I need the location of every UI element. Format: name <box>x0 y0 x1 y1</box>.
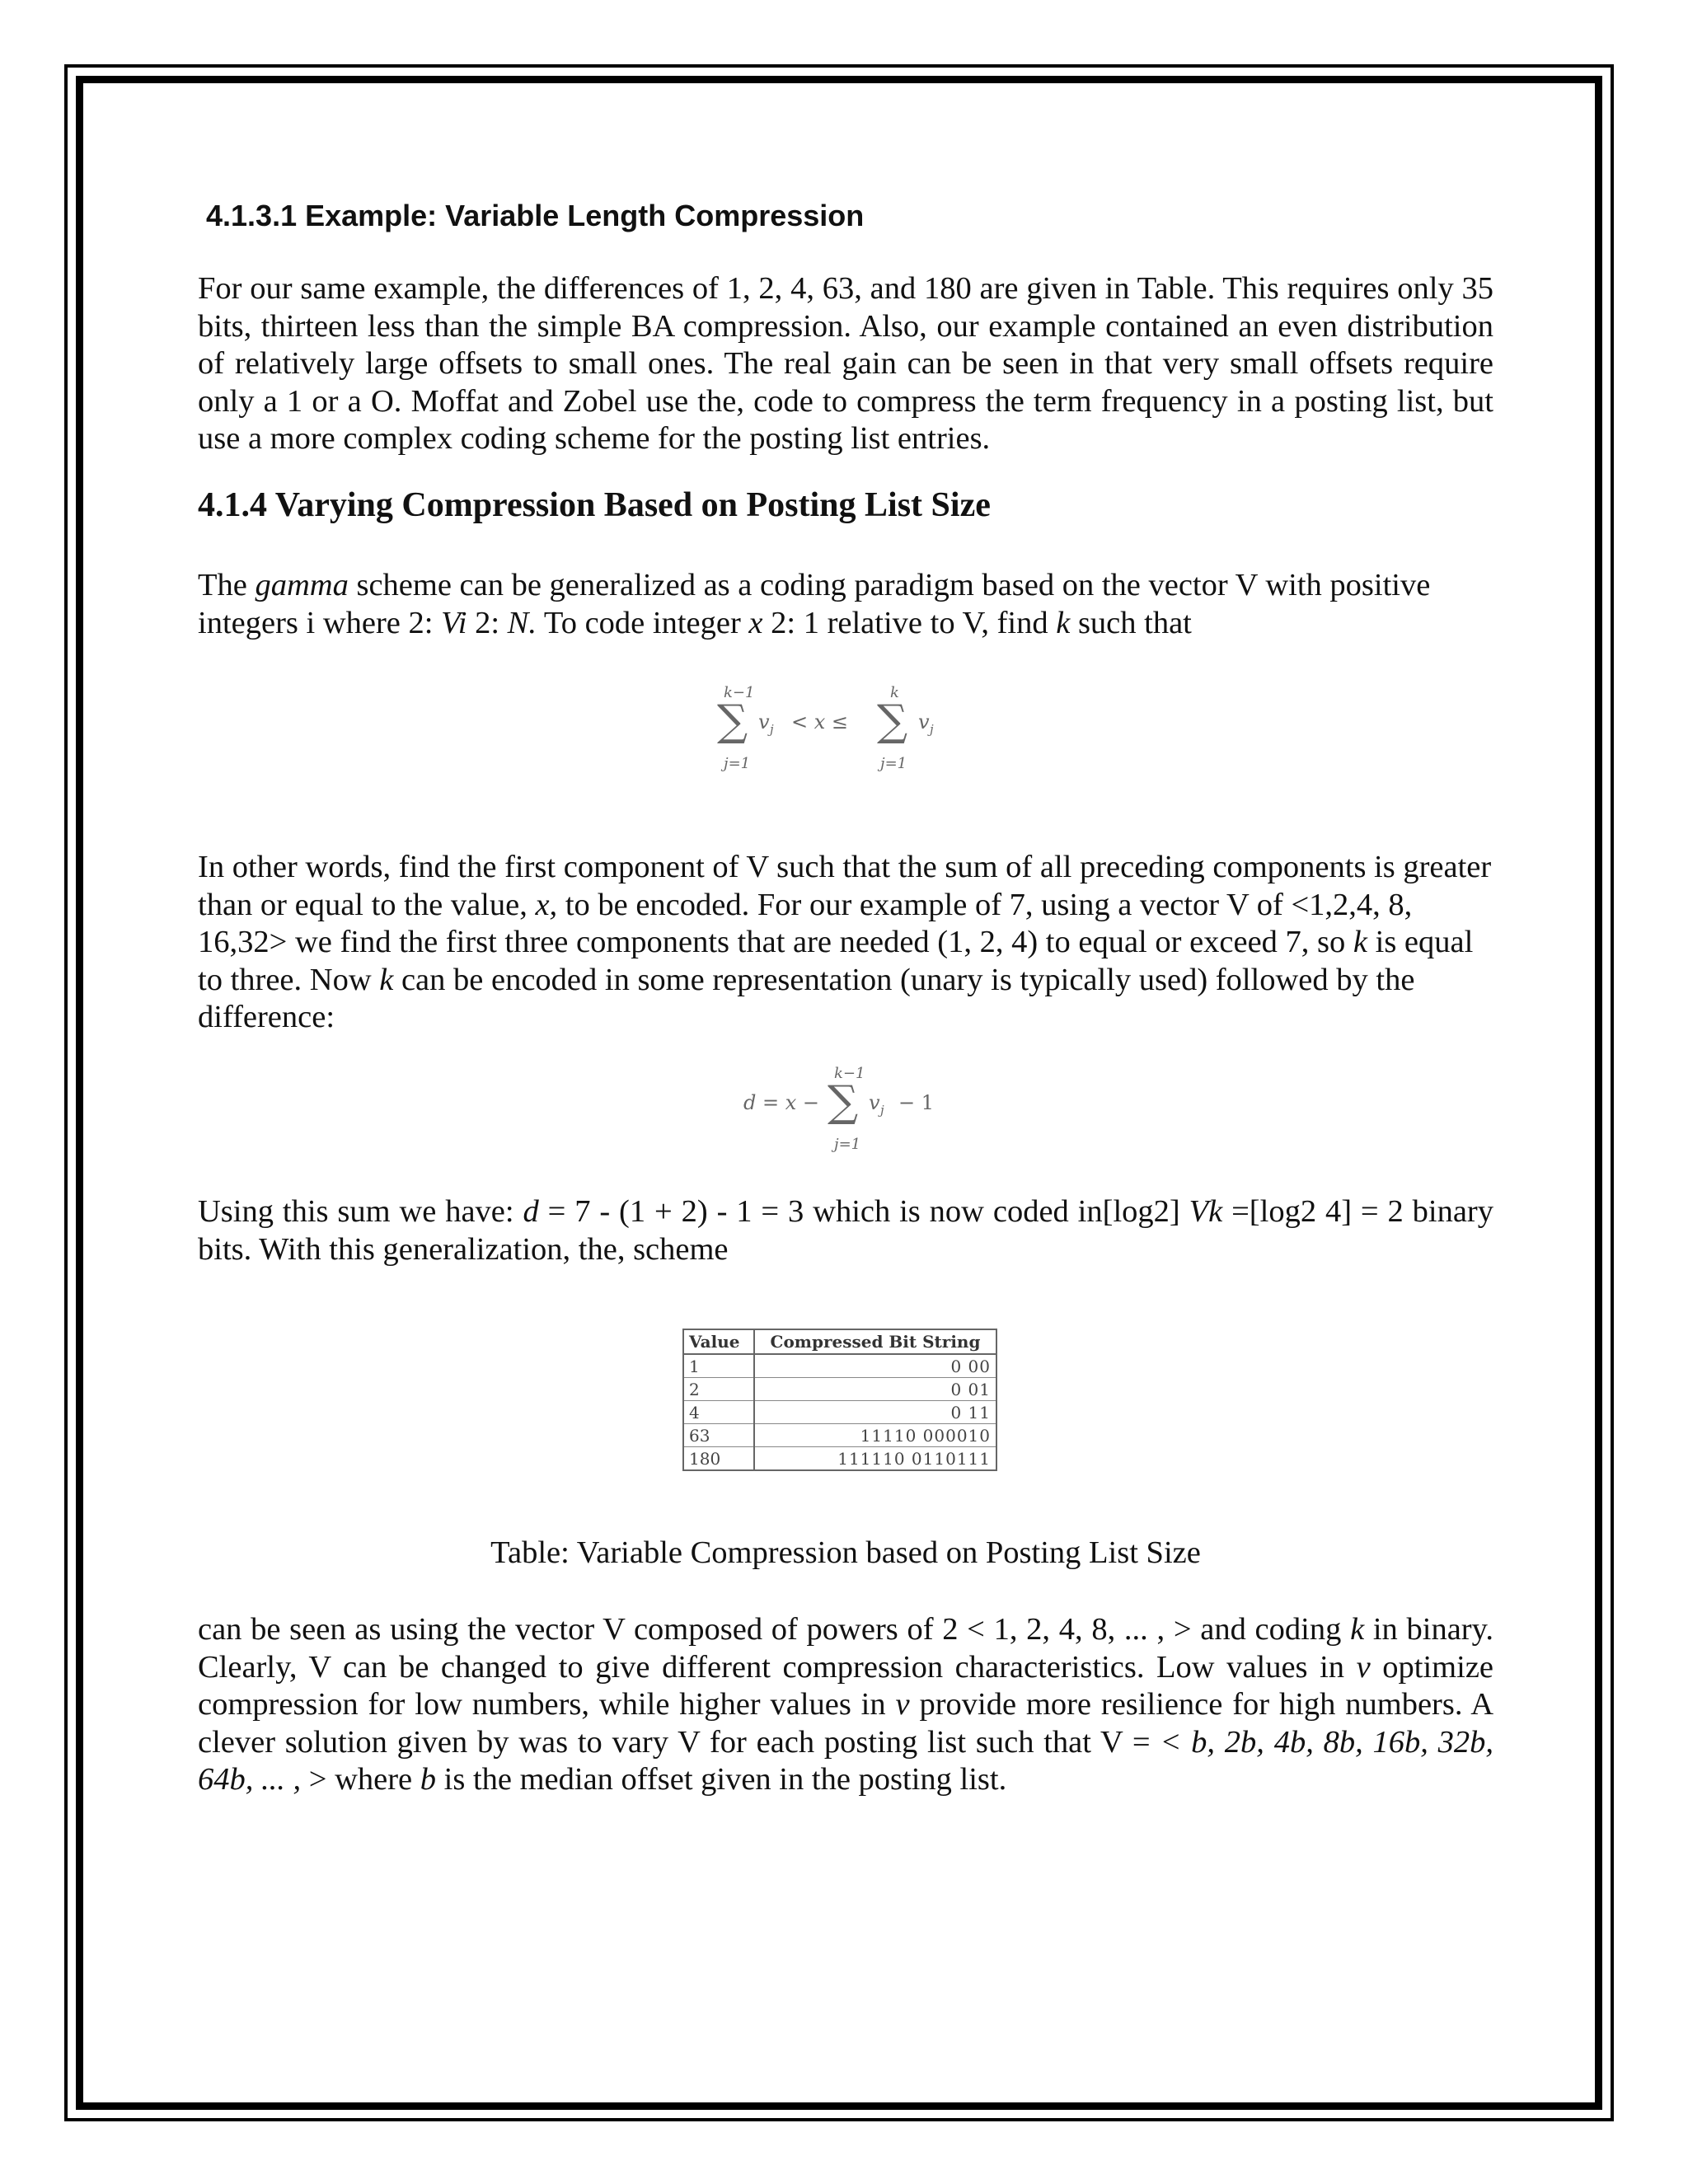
table-header-bitstring: Compressed Bit String <box>754 1329 996 1354</box>
table-row <box>683 1354 996 1378</box>
formula2-sigma: ∑ <box>828 1077 859 1127</box>
table-cell-bitstring: 0 11 <box>754 1401 996 1424</box>
formula1-left-upper: k−1 <box>724 684 755 701</box>
table-header-row <box>683 1329 996 1354</box>
paragraph-gamma-scheme: The gamma scheme can be generalized as a coding paradigm based on the vector V with positive integers i where 2: Vi 2: N. To code integer x 2: 1 relative to V, find k such that <box>198 568 1431 640</box>
formula-inequality <box>715 682 963 773</box>
formula1-right-sub: j <box>930 722 934 737</box>
formula2-upper: k−1 <box>834 1065 865 1082</box>
formula1-left-sigma: ∑ <box>717 696 748 746</box>
formula1-right-upper: k <box>890 684 899 701</box>
formula1-left-lower: j=1 <box>724 755 751 772</box>
formula1-right-lower: j=1 <box>880 755 907 772</box>
table-cell-bitstring: 0 01 <box>754 1378 996 1401</box>
table-cell-value: 63 <box>683 1424 754 1447</box>
formula1-left-sub: j <box>770 722 774 737</box>
formula1-right-term: v <box>918 710 930 733</box>
formula2-lower: j=1 <box>834 1136 861 1153</box>
formula2-lhs: d = x − <box>743 1091 820 1114</box>
formula2-sub: j <box>880 1103 884 1118</box>
compression-table-wrapper <box>682 1329 997 1471</box>
table-row <box>683 1401 996 1424</box>
table-cell-value: 180 <box>683 1447 754 1471</box>
formula2-tail: − 1 <box>898 1091 935 1114</box>
table-cell-bitstring: 111110 0110111 <box>754 1447 996 1471</box>
table-row <box>683 1447 996 1471</box>
paragraph-first-component: In other words, find the first component of V such that the sum of all preceding components is greater than or equal to the value, x, to be encoded. For our example of 7, using a vector V of <1,2,4, 8, 16,32> we find the first three components that are needed (1, 2, 4) to equal or exceed 7, so k is equal to three. Now k can be encoded in some representation (unary is typically used) followed by the difference: <box>198 850 1492 1034</box>
table-cell-value: 1 <box>683 1354 754 1378</box>
table-row <box>683 1424 996 1447</box>
section-heading: 4.1.4 Varying Compression Based on Posting List Size <box>198 486 991 524</box>
formula1-middle: < x ≤ <box>791 710 849 733</box>
compression-table <box>682 1329 997 1471</box>
table-cell-value: 4 <box>683 1401 754 1424</box>
formula-difference <box>742 1063 956 1154</box>
formula2-term: v <box>869 1091 880 1114</box>
table-caption: Table: Variable Compression based on Posting List Size <box>490 1535 1201 1570</box>
formula1-left-term: v <box>758 710 770 733</box>
subsection-heading: 4.1.3.1 Example: Variable Length Compression <box>206 199 865 232</box>
table-row <box>683 1378 996 1401</box>
paragraph-sum-result: Using this sum we have: d = 7 - (1 + 2) - 1 = 3 which is now coded in[log2] Vk =[log2 4] = 2 binary bits. With this generalization, the, scheme <box>198 1194 1493 1267</box>
paragraph-powers-of-two: can be seen as using the vector V composed of powers of 2 < 1, 2, 4, 8, ... , > and coding k in binary. Clearly, V can be changed to give different compression characteristics. Low values in v optimize compression for low numbers, while higher values in v provide more resilience for high numbers. A clever solution given by was to vary V for each posting list such that V = < b, 2b, 4b, 8b, 16b, 32b, 64b, ... , > where b is the median offset given in the posting list. <box>198 1612 1494 1797</box>
table-cell-value: 2 <box>683 1378 754 1401</box>
paragraph-variable-length: For our same example, the differences of 1, 2, 4, 63, and 180 are given in Table. This requires only 35 bits, thirteen less than the simple BA compression. Also, our example contained an even distribution of relatively large offsets to small ones. The real gain can be seen in that very small offsets require only a 1 or a O. Moffat and Zobel use the, code to compress the term frequency in a posting list, but use a more complex coding scheme for the posting list entries. <box>198 271 1493 456</box>
table-cell-bitstring: 11110 000010 <box>754 1424 996 1447</box>
formula1-right-sigma: ∑ <box>877 696 908 746</box>
table-cell-bitstring: 0 00 <box>754 1354 996 1378</box>
table-header-value: Value <box>683 1329 754 1354</box>
